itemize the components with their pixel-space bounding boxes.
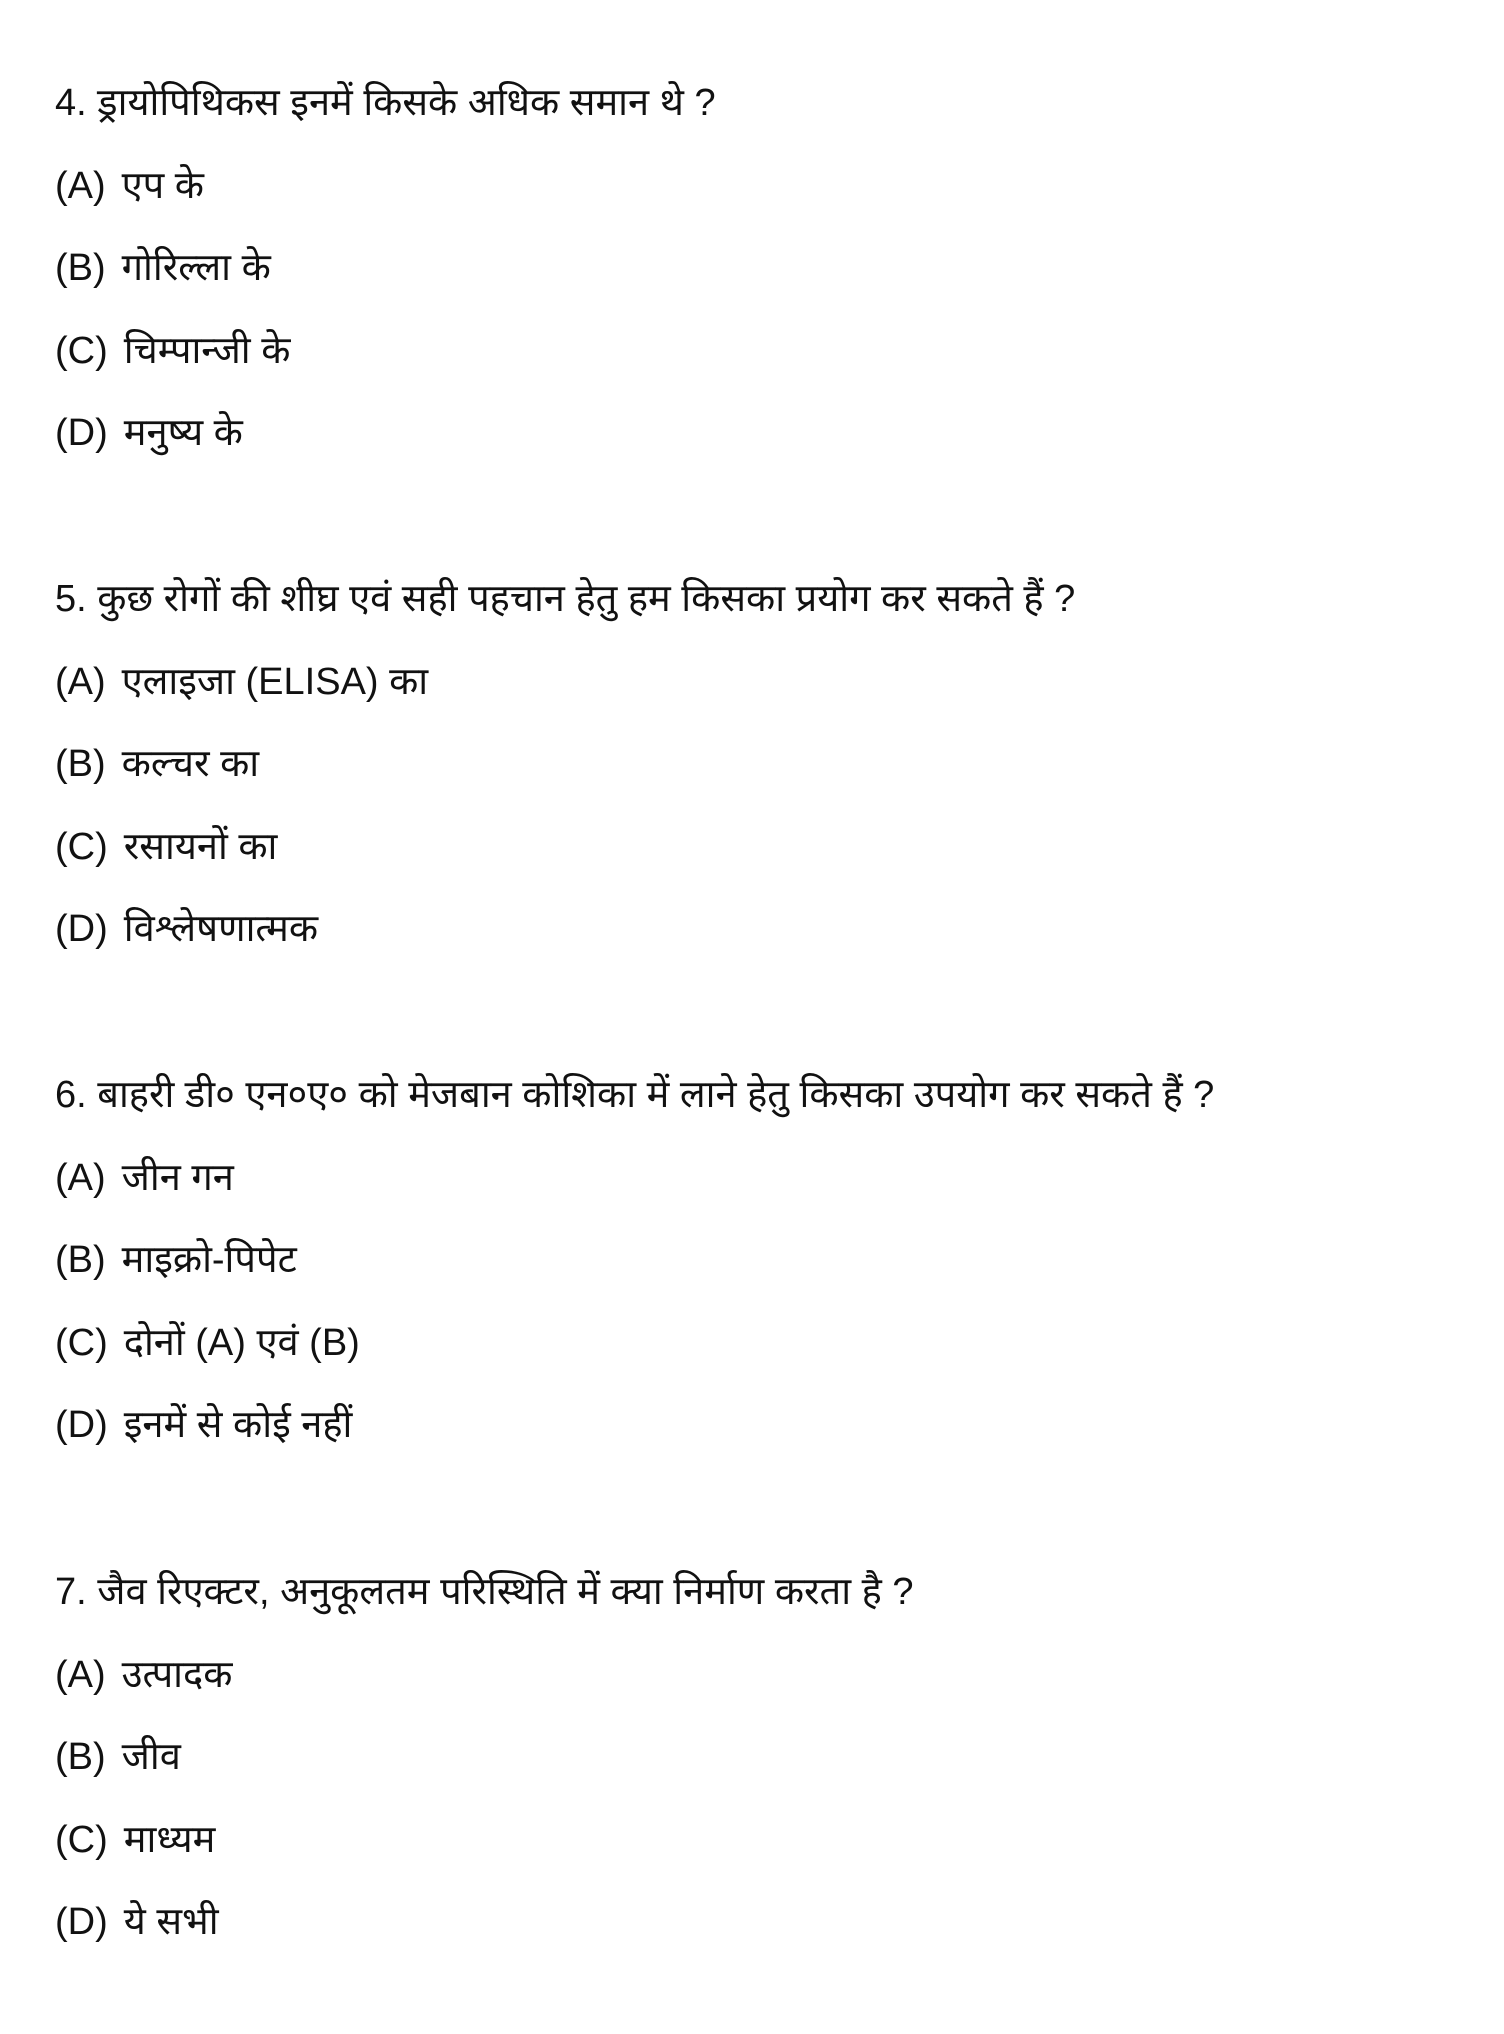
- question-stem: कुछ रोगों की शीघ्र एवं सही पहचान हेतु हम किसका प्रयोग कर सकते हैं ?: [97, 578, 1076, 620]
- option-text: जीन गन: [121, 1156, 234, 1199]
- question-block: [55, 1070, 1484, 1483]
- option-label: (B): [55, 1239, 106, 1281]
- question-stem: ड्रायोपिथिकस इनमें किसके अधिक समान थे ?: [97, 82, 716, 124]
- option-c: [55, 1815, 1484, 1898]
- question-number: 6.: [55, 1074, 87, 1116]
- option-label: (A): [55, 1156, 106, 1199]
- option-text: एलाइजा (ELISA) का: [121, 660, 429, 703]
- option-c: [55, 1318, 1484, 1401]
- option-text: रसायनों का: [123, 825, 278, 868]
- option-a: [55, 657, 1484, 740]
- option-text: माध्यम: [123, 1818, 216, 1861]
- option-d: [55, 1897, 1484, 1980]
- option-b: [55, 243, 1484, 326]
- question-text: [55, 1070, 1484, 1153]
- option-c: [55, 326, 1484, 409]
- option-label: (D): [55, 908, 108, 950]
- question-number: 7.: [55, 1571, 87, 1613]
- option-label: (A): [55, 660, 106, 703]
- option-label: (D): [55, 1404, 108, 1446]
- option-b: [55, 1235, 1484, 1318]
- option-d: [55, 408, 1484, 491]
- option-text: माइक्रो-पिपेट: [121, 1239, 297, 1281]
- option-label: (A): [55, 164, 106, 207]
- option-label: (D): [55, 412, 108, 454]
- option-a: [55, 161, 1484, 244]
- question-stem: बाहरी डी० एन०ए० को मेजबान कोशिका में लाने हेतु किसका उपयोग कर सकते हैं ?: [97, 1074, 1215, 1116]
- option-label: (B): [55, 247, 106, 289]
- option-label: (C): [55, 1321, 108, 1364]
- option-a: [55, 1650, 1484, 1733]
- option-b: [55, 1732, 1484, 1815]
- option-text: कल्चर का: [121, 743, 260, 785]
- option-text: गोरिल्ला के: [121, 247, 271, 289]
- option-label: (C): [55, 825, 108, 868]
- question-block: [55, 574, 1484, 987]
- option-text: एप के: [121, 164, 204, 207]
- question-block: [55, 78, 1484, 491]
- option-label: (C): [55, 329, 108, 372]
- option-a: [55, 1153, 1484, 1236]
- option-label: (D): [55, 1901, 108, 1943]
- option-label: (C): [55, 1818, 108, 1861]
- option-label: (A): [55, 1653, 106, 1696]
- question-text: [55, 78, 1484, 161]
- option-d: [55, 1400, 1484, 1483]
- option-d: [55, 904, 1484, 987]
- question-block: [55, 1567, 1484, 1980]
- option-text: दोनों (A) एवं (B): [123, 1321, 360, 1364]
- option-text: चिम्पान्जी के: [123, 329, 291, 372]
- option-text: विश्लेषणात्मक: [123, 908, 319, 950]
- option-text: मनुष्य के: [123, 412, 243, 454]
- question-number: 4.: [55, 82, 87, 124]
- question-number: 5.: [55, 578, 87, 620]
- option-label: (B): [55, 1736, 106, 1778]
- option-b: [55, 739, 1484, 822]
- question-text: [55, 574, 1484, 657]
- option-c: [55, 822, 1484, 905]
- option-label: (B): [55, 743, 106, 785]
- question-stem: जैव रिएक्टर, अनुकूलतम परिस्थिति में क्या निर्माण करता है ?: [97, 1571, 914, 1613]
- option-text: ये सभी: [123, 1901, 219, 1943]
- question-text: [55, 1567, 1484, 1650]
- option-text: उत्पादक: [121, 1653, 233, 1696]
- option-text: इनमें से कोई नहीं: [123, 1404, 353, 1446]
- option-text: जीव: [121, 1736, 181, 1778]
